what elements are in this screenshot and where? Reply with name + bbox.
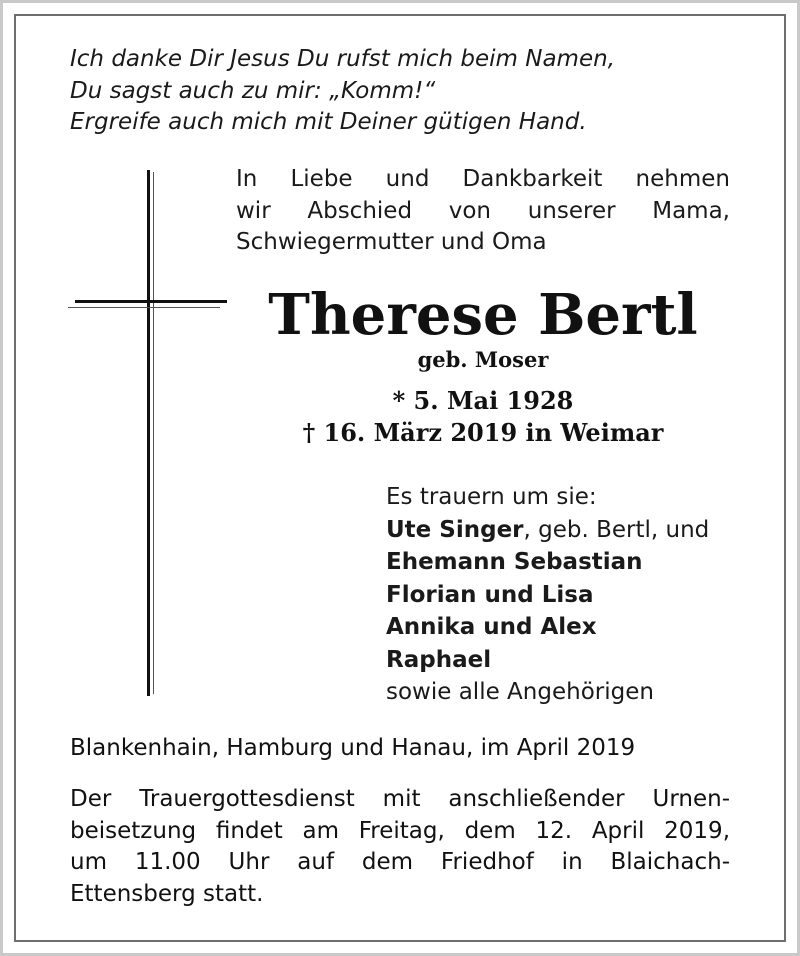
birth-date: * 5. Mai 1928 [392,386,574,415]
service-info [70,784,730,910]
death-date: † 16. März 2019 in Weimar [302,418,664,447]
intro-line: In Liebe und Dankbarkeit nehmen [236,166,730,192]
mourner-line [386,514,746,547]
mourner-line: Annika und Alex [386,614,597,640]
verse-line: Ergreife auch mich mit Deiner gütigen Hand. [70,109,587,135]
mourners-closing: sowie alle Angehörigen [386,679,654,705]
cross-vertical-shadow [153,172,154,694]
cross-vertical-beam [147,170,150,696]
intro-line: Schwiegermutter und Oma [236,229,547,255]
verse-line: Ich danke Dir Jesus Du rufst mich beim Namen, [70,46,615,72]
farewell-intro [236,164,730,259]
mourner-name: Ute Singer [386,516,524,543]
bible-verse [70,44,730,139]
verse-line: Du sagst auch zu mir: „Komm!“ [70,77,436,104]
cross-horizontal-beam [75,300,227,303]
cross-horizontal-shadow [68,307,220,308]
mourners-list [386,481,746,709]
mourners-heading: Es trauern um sie: [386,484,597,510]
service-line: Ettensberg statt. [70,880,264,907]
deceased-name: Therese Bertl [268,282,698,348]
mourner-line: Raphael [386,646,492,673]
service-line: Der Trauergottesdienst mit anschließender Urnen- [70,786,730,812]
mourner-suffix: , geb. Bertl, und [523,516,710,543]
service-line: um 11.00 Uhr auf dem Friedhof in Blaichach- [70,849,730,875]
place-and-date: Blankenhain, Hamburg und Hanau, im April 2019 [70,735,636,761]
mourner-line: Florian und Lisa [386,581,594,608]
service-line: beisetzung findet am Freitag, dem 12. April 2019, [70,817,730,844]
mourner-line: Ehemann Sebastian [386,549,643,575]
maiden-name: geb. Moser [417,347,549,372]
intro-line: wir Abschied von unserer Mama, [236,197,730,224]
